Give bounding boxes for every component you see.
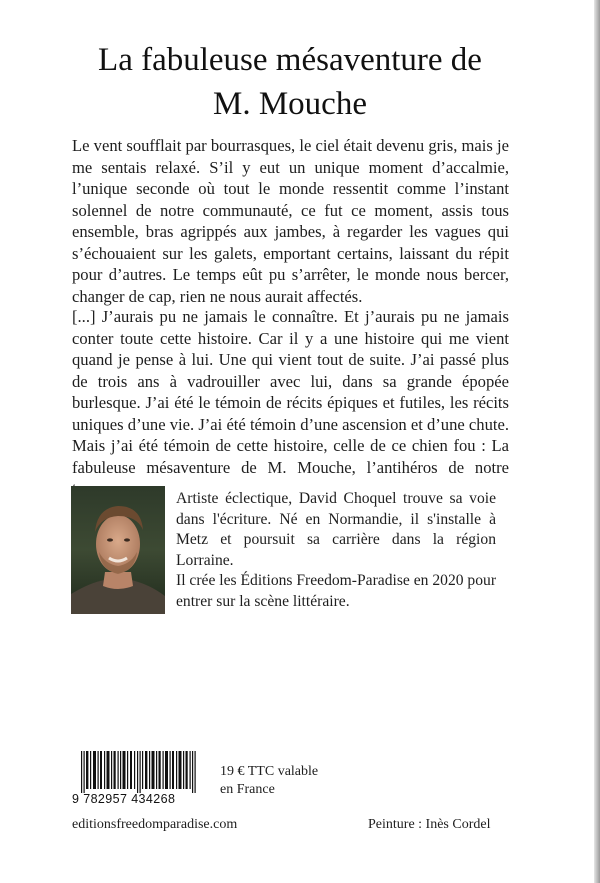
price-line-2: en France (220, 782, 275, 797)
cover-painting-credit: Peinture : Inès Cordel (368, 817, 491, 832)
spine-edge-shadow (594, 0, 600, 883)
author-bio-text-2: Il crée les Éditions Freedom-Paradise en 2020 pour entrer sur la scène littéraire. (176, 572, 497, 610)
isbn-number: 9 782957 434268 (72, 792, 176, 806)
excerpt-paragraph-2: [...] J’aurais pu ne jamais le connaître. Et j’aurais pu ne jamais conter toute cette histoire. Car il y a une histoire qui me vient quand je pense à lui. Une qui vient tout de suite. J’ai passé plus de trois ans à vadrouiller avec lui, dans sa grande épopée burlesque. J’ai été le témoin de récits épiques et futiles, les récits uniques d’une vie. J’ai été témoin d’une ascension et d’une chute. Mais j’ai été témoin de cette histoire, celle de ce chien fou : La fabuleuse mésaventure de M. Mouche, l’antihéros de notre (72, 307, 509, 477)
price-label (220, 763, 350, 799)
barcode-bars (72, 751, 208, 793)
author-bio-text-1: Artiste éclectique, David Choquel trouve sa voie dans l'écriture. Né en Normandie, il s'installe à Metz et poursuit sa carrière dans la région Lorraine. (176, 490, 496, 569)
author-photo (71, 486, 165, 614)
publisher-website: editionsfreedomparadise.com (72, 817, 238, 832)
book-title-line-1: La fabuleuse mésaventure de (98, 42, 482, 78)
isbn-barcode (72, 751, 208, 815)
author-portrait-image (71, 486, 165, 614)
excerpt-paragraph-1: Le vent soufflait par bourrasques, le ciel était devenu gris, mais je me sentais relaxé. S’il y eut un unique moment d’accalmie, l’unique seconde où tout le monde ressentit comme l’instant solennel de notre communauté, ce fut ce moment, assis tous ensemble, bras agrippés aux jambes, à regarder les vagues qui s’échouaient sur les galets, emportant certains, laissant du répit pour d’autres. Le temps eût pu s’arrêter, le monde nous bercer, changer de cap, rien ne nous aurait affectés. (72, 136, 509, 306)
book-title-line-2: M. Mouche (213, 86, 367, 122)
price-line-1: 19 € TTC valable (220, 764, 319, 779)
book-title (40, 38, 540, 126)
author-bio (176, 489, 496, 613)
